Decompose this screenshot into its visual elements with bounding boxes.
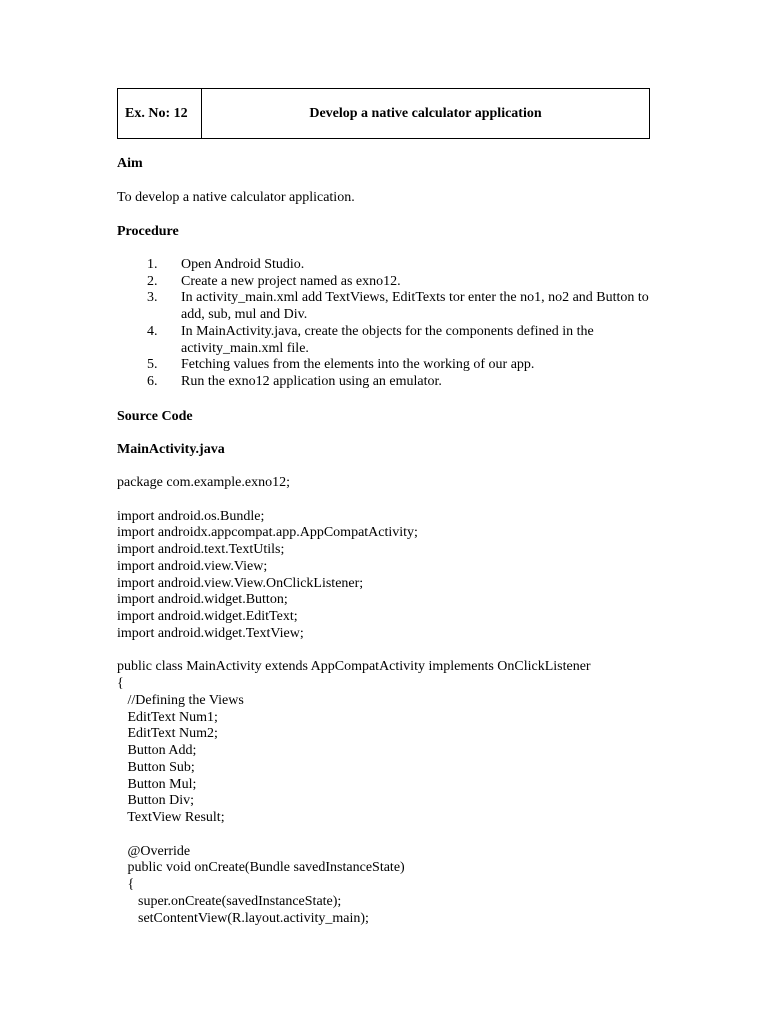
procedure-step-text: In activity_main.xml add TextViews, EditTexts tor enter the no1, no2 and Button to add, sub, mul and Div. (181, 290, 649, 323)
code-line: super.onCreate(savedInstanceState); (117, 893, 342, 909)
code-line: import androidx.appcompat.app.AppCompatActivity; (117, 525, 418, 541)
code-line: public class MainActivity extends AppCompatActivity implements OnClickListener (117, 659, 591, 675)
code-line: EditText Num2; (117, 726, 218, 742)
procedure-step-number: 3. (147, 290, 158, 306)
procedure-step-text: Fetching values from the elements into the working of our app. (181, 357, 535, 373)
procedure-step (117, 290, 657, 323)
procedure-step-number: 6. (147, 373, 158, 389)
aim-text: To develop a native calculator application. (117, 190, 355, 205)
code-line: public void onCreate(Bundle savedInstanceState) (117, 860, 405, 876)
file-name-heading: MainActivity.java (117, 442, 225, 457)
code-line: import android.widget.Button; (117, 592, 288, 608)
procedure-list (117, 257, 657, 391)
code-line: setContentView(R.layout.activity_main); (117, 910, 369, 926)
code-line: @Override (117, 843, 191, 859)
exercise-number: Ex. No: 12 (118, 89, 202, 138)
code-line: { (117, 676, 124, 691)
procedure-step (117, 374, 657, 391)
procedure-step-text: Run the exno12 application using an emulator. (181, 373, 442, 389)
procedure-step-text: Open Android Studio. (181, 257, 305, 272)
code-line: Button Mul; (117, 776, 197, 792)
code-line: import android.os.Bundle; (117, 508, 265, 524)
code-line: Button Sub; (117, 759, 195, 775)
code-line: { (117, 877, 135, 892)
procedure-step (117, 357, 657, 374)
code-line: Button Add; (117, 743, 197, 758)
procedure-step (117, 274, 657, 291)
code-line: import android.widget.TextView; (117, 625, 304, 641)
code-line (117, 492, 677, 509)
procedure-heading: Procedure (117, 224, 179, 239)
procedure-step-number: 5. (147, 357, 158, 373)
procedure-step-number: 1. (147, 257, 158, 272)
code-line: package com.example.exno12; (117, 475, 290, 490)
aim-heading: Aim (117, 156, 143, 171)
code-block (117, 475, 677, 927)
code-line (117, 643, 677, 660)
procedure-step (117, 324, 657, 357)
code-line: EditText Num1; (117, 709, 218, 725)
procedure-step-text: In MainActivity.java, create the objects for the components defined in the activity_main.xml file. (181, 323, 594, 356)
source-code-heading: Source Code (117, 409, 193, 424)
code-line: import android.view.View; (117, 558, 268, 574)
procedure-step-number: 4. (147, 323, 158, 339)
procedure-step (117, 257, 657, 274)
code-line: import android.text.TextUtils; (117, 542, 285, 557)
code-line (117, 827, 677, 844)
code-line: Button Div; (117, 793, 195, 809)
code-line: //Defining the Views (117, 692, 244, 708)
exercise-title: Develop a native calculator application (309, 105, 542, 121)
procedure-step-number: 2. (147, 273, 158, 289)
code-line: import android.widget.EditText; (117, 609, 298, 624)
code-line: import android.view.View.OnClickListener; (117, 575, 364, 591)
procedure-step-text: Create a new project named as exno12. (181, 273, 401, 289)
exercise-header-table (117, 88, 650, 139)
code-line: TextView Result; (117, 810, 225, 825)
